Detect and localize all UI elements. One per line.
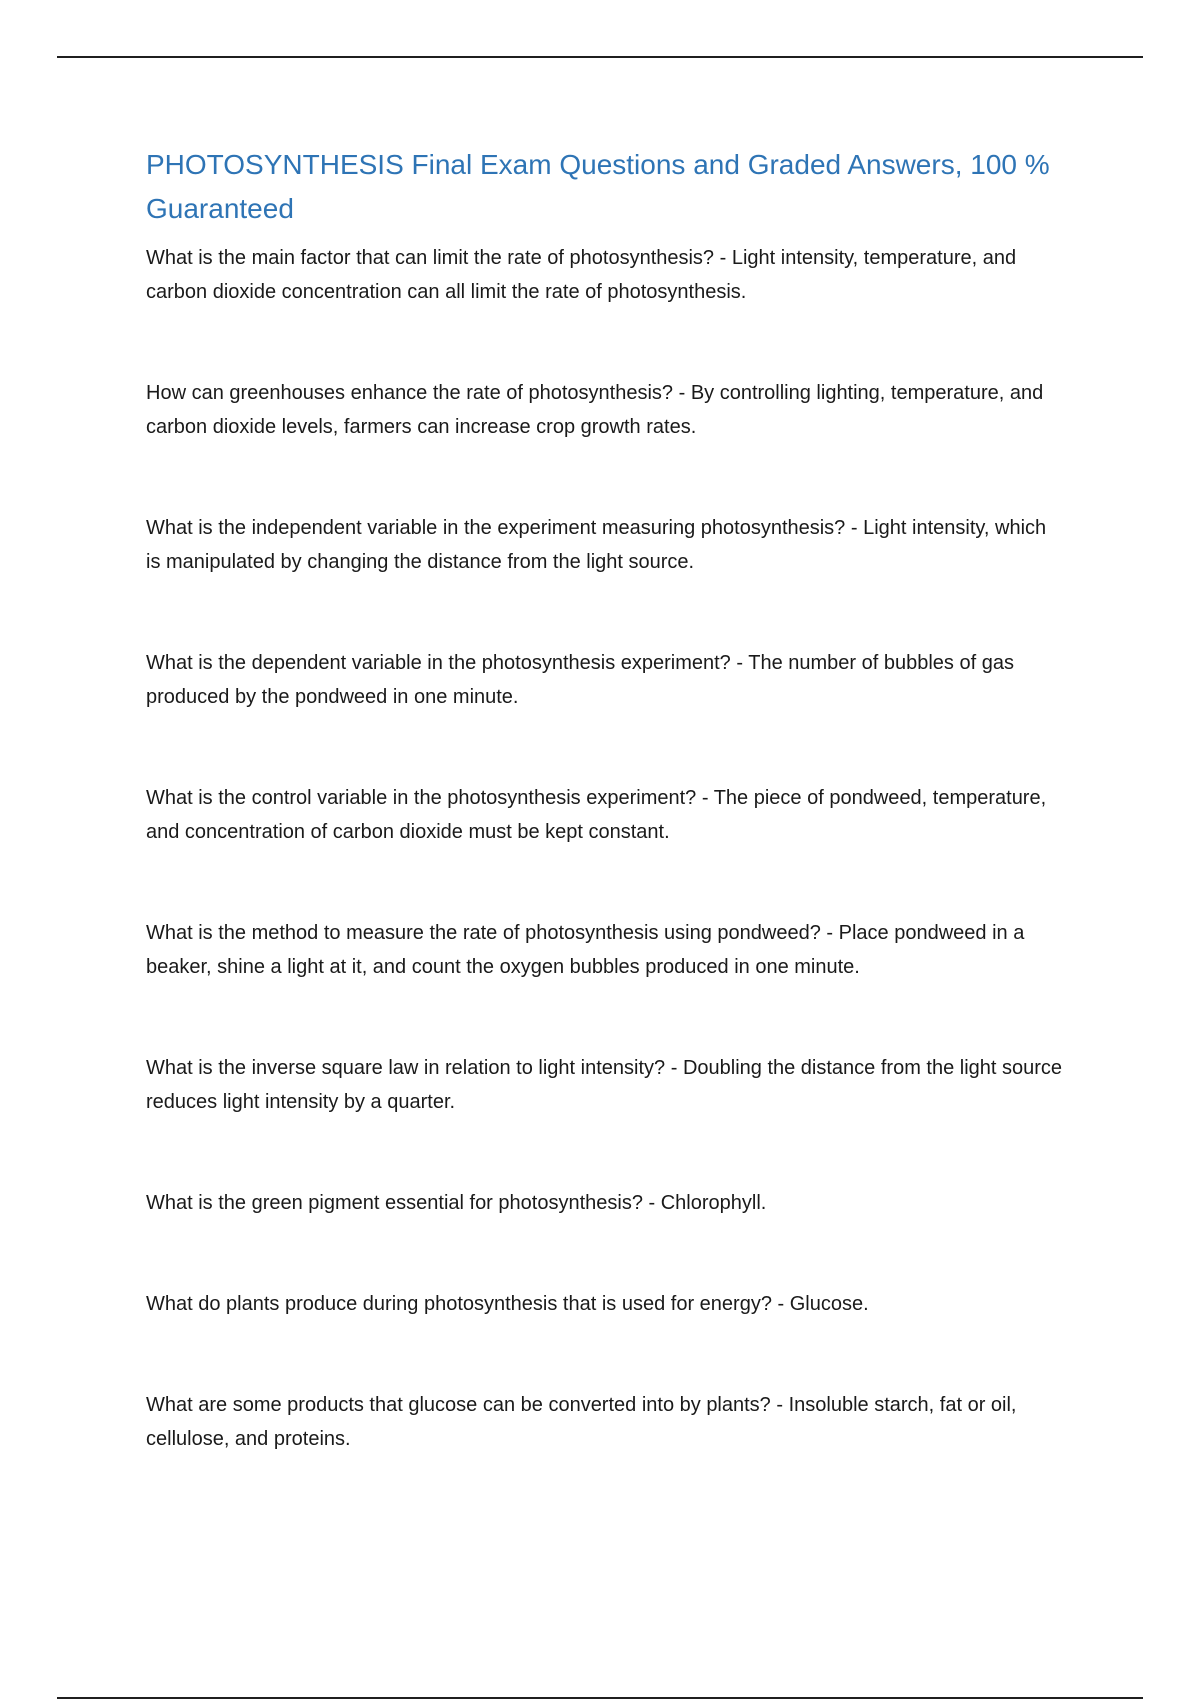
- question-text: What are some products that glucose can be converted into by plants?: [146, 1394, 771, 1416]
- question-text: What is the dependent variable in the photosynthesis experiment?: [146, 652, 731, 674]
- answer-text: The piece of pondweed, temperature, and concentration of carbon dioxide must be kept constant.: [146, 787, 1047, 843]
- answer-text: Chlorophyll.: [660, 1192, 767, 1214]
- document-title: PHOTOSYNTHESIS Final Exam Questions and Graded Answers, 100 % Guaranteed: [146, 149, 1050, 224]
- qa-item: What is the control variable in the photosynthesis experiment? - The piece of pondweed, temperature, and concentration of carbon dioxide must be kept constant.: [146, 787, 1047, 843]
- header-rule: [57, 56, 1143, 58]
- question-text: How can greenhouses enhance the rate of photosynthesis?: [146, 382, 674, 404]
- footer-rule: [57, 1697, 1143, 1699]
- question-text: What is the method to measure the rate of photosynthesis using pondweed?: [146, 922, 821, 944]
- qa-item: What are some products that glucose can be converted into by plants? - Insoluble starch, fat or oil, cellulose, and proteins.: [146, 1394, 1017, 1450]
- question-text: What is the main factor that can limit the rate of photosynthesis?: [146, 247, 715, 269]
- qa-item: What is the inverse square law in relation to light intensity? - Doubling the distance from the light source reduces light intensity by a quarter.: [146, 1057, 1063, 1113]
- answer-text: Glucose.: [789, 1293, 869, 1315]
- answer-text: Place pondweed in a beaker, shine a light at it, and count the oxygen bubbles produced in one minute.: [146, 922, 1025, 978]
- answer-text: By controlling lighting, temperature, and carbon dioxide levels, farmers can increase crop growth rates.: [146, 382, 1044, 438]
- answer-text: Insoluble starch, fat or oil, cellulose, and proteins.: [146, 1394, 1017, 1450]
- qa-item: What is the dependent variable in the photosynthesis experiment? - The number of bubbles of gas produced by the pondweed in one minute.: [146, 652, 1014, 708]
- qa-item: What is the green pigment essential for photosynthesis? - Chlorophyll.: [146, 1192, 767, 1214]
- question-text: What is the inverse square law in relation to light intensity?: [146, 1057, 666, 1079]
- qa-list: [146, 241, 1066, 1456]
- qa-item: What do plants produce during photosynthesis that is used for energy? - Glucose.: [146, 1293, 869, 1315]
- question-text: What is the control variable in the photosynthesis experiment?: [146, 787, 697, 809]
- qa-item: What is the method to measure the rate of photosynthesis using pondweed? - Place pondweed in a beaker, shine a light at it, and count the oxygen bubbles produced in one minute.: [146, 922, 1025, 978]
- answer-text: The number of bubbles of gas produced by the pondweed in one minute.: [146, 652, 1014, 708]
- answer-text: Doubling the distance from the light source reduces light intensity by a quarter.: [146, 1057, 1063, 1113]
- qa-item: What is the independent variable in the experiment measuring photosynthesis? - Light intensity, which is manipulated by changing the distance from the light source.: [146, 517, 1047, 573]
- qa-item: How can greenhouses enhance the rate of photosynthesis? - By controlling lighting, temperature, and carbon dioxide levels, farmers can increase crop growth rates.: [146, 382, 1044, 438]
- question-text: What is the green pigment essential for photosynthesis?: [146, 1192, 643, 1214]
- answer-text: Light intensity, temperature, and carbon dioxide concentration can all limit the rate of photosynthesis.: [146, 247, 1017, 303]
- question-text: What is the independent variable in the experiment measuring photosynthesis?: [146, 517, 846, 539]
- qa-item: What is the main factor that can limit the rate of photosynthesis? - Light intensity, temperature, and carbon dioxide concentration can all limit the rate of photosynthesis.: [146, 247, 1017, 303]
- document-body: [146, 143, 1066, 1456]
- answer-text: Light intensity, which is manipulated by changing the distance from the light source.: [146, 517, 1047, 573]
- question-text: What do plants produce during photosynthesis that is used for energy?: [146, 1293, 772, 1315]
